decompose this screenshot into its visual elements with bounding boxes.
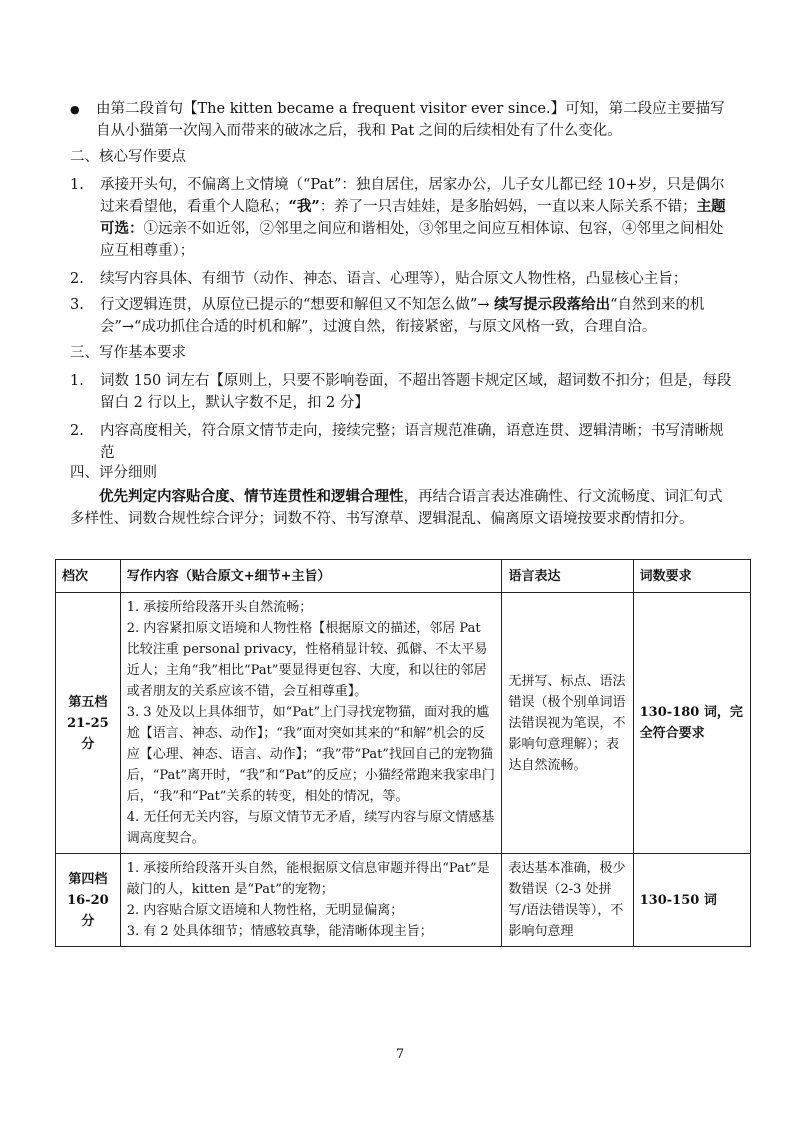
intro-bullet-paragraph [70,98,734,142]
scoring-table [55,559,751,947]
section-title: 三、写作基本要求 [70,345,186,361]
table-row [56,593,751,854]
column-header: 词数要求 [633,560,750,593]
table-header-row [56,560,751,593]
basic-requirements-section [70,342,734,464]
table-row [56,854,751,947]
column-header: 写作内容（贴合原文+细节+主旨） [120,560,502,593]
word-count-cell: 130-180 词，完全符合要求 [633,593,750,854]
level-cell: 第五档 21-25 分 [56,593,121,854]
list-item: 3. 行文逻辑连贯，从原位已提示的“想要和解但又不知怎么做”→ 续写提示段落给出“自然到来的机会”→“成功抓住合适的时机和解”，过渡自然，衔接紧密，与原文风格一致，合理自洽。 [70,296,705,335]
level-cell: 第四档 16-20 分 [56,854,121,947]
core-requirements-section [70,146,734,338]
content-cell: 1. 承接所给段落开头自然流畅； 2. 内容紧扣原文语境和人物性格【根据原文的描述，邻居 Pat 比较注重 personal privacy，性格稍显计较、孤僻、不太平易近人；主角“我”相比“Pat”要显得更包容、大度，和以往的邻居或者朋友的关系应该不错，会互相尊重】。 3. 3 处及以上具体细节，如“Pat”上门寻找宠物猫，面对我的尴尬【语言、神态、动作】；“我”面对突如其来的“和解”机会的反应【心理、神态、语言、动作】；“我”带“Pat”找回自己的宠物猫后，“Pat”离开时，“我”和“Pat”的反应；小猫经常跑来我家串门后，“我”和“Pat”关系的转变，相处的情况，等。 4. 无任何无关内容，与原文情节无矛盾，续写内容与原文情感基调高度契合。 [120,593,502,854]
intro-text: 由第二段首句【The kitten became a frequent visitor ever since.】可知，第二段应主要描写自从小猫第一次闯入而带来的破冰之后，我和 Pat 之间的后续相处有了什么变化。 [96,101,725,139]
section-title: 四、评分细则 [70,465,157,481]
content-cell: 1. 承接所给段落开头自然，能根据原文信息审题并得出“Pat”是敲门的人，kitten 是“Pat”的宠物； 2. 内容贴合原文语境和人物性格，无明显偏离； 3. 有 2 处具体细节；情感较真挚，能清晰体现主旨； [120,854,502,947]
rubric-section [70,462,734,530]
list-item: 2. 续写内容具体、有细节（动作、神态、语言、心理等），贴合原文人物性格，凸显核心主旨； [70,271,688,287]
list-item: 1. 承接开头句，不偏离上文情境（“Pat”：独自居住，居家办公，儿子女儿都已经 10+岁，只是偶尔过来看望他，看重个人隐私；“我”：养了一只吉娃娃，是多胎妈妈，一直以来人际关系不错；主题可选：①远亲不如近邻，②邻里之间应和谐相处，③邻里之间应互相体谅、包容，④邻里之间相处应互相尊重）； [70,177,726,259]
page-number: 7 [395,1047,405,1062]
list-item: 2. 内容高度相关，符合原文情节走向，接续完整；语言规范准确，语意连贯、逻辑清晰；书写清晰规范 [70,423,724,461]
section-title: 二、核心写作要点 [70,149,186,165]
language-cell: 无拼写、标点、语法错误（极个别单词语法错误视为笔误，不影响句意理解）；表达自然流畅。 [502,593,633,854]
column-header: 档次 [56,560,121,593]
word-count-cell: 130-150 词 [633,854,750,947]
column-header: 语言表达 [502,560,633,593]
list-item: 1. 词数 150 词左右【原则上，只要不影响卷面，不超出答题卡规定区域，超词数不扣分；但是，每段留白 2 行以上，默认字数不足，扣 2 分】 [70,373,732,411]
language-cell: 表达基本准确，极少数错误（2-3 处拼写/语法错误等），不影响句意理 [502,854,633,947]
rubric-paragraph: 优先判定内容贴合度、情节连贯性和逻辑合理性，再结合语言表达准确性、行文流畅度、词汇句式多样性、词数合规性综合评分；词数不符、书写潦草、逻辑混乱、偏离原文语境按要求酌情扣分。 [70,488,723,527]
bullet-icon: ● [70,103,80,116]
